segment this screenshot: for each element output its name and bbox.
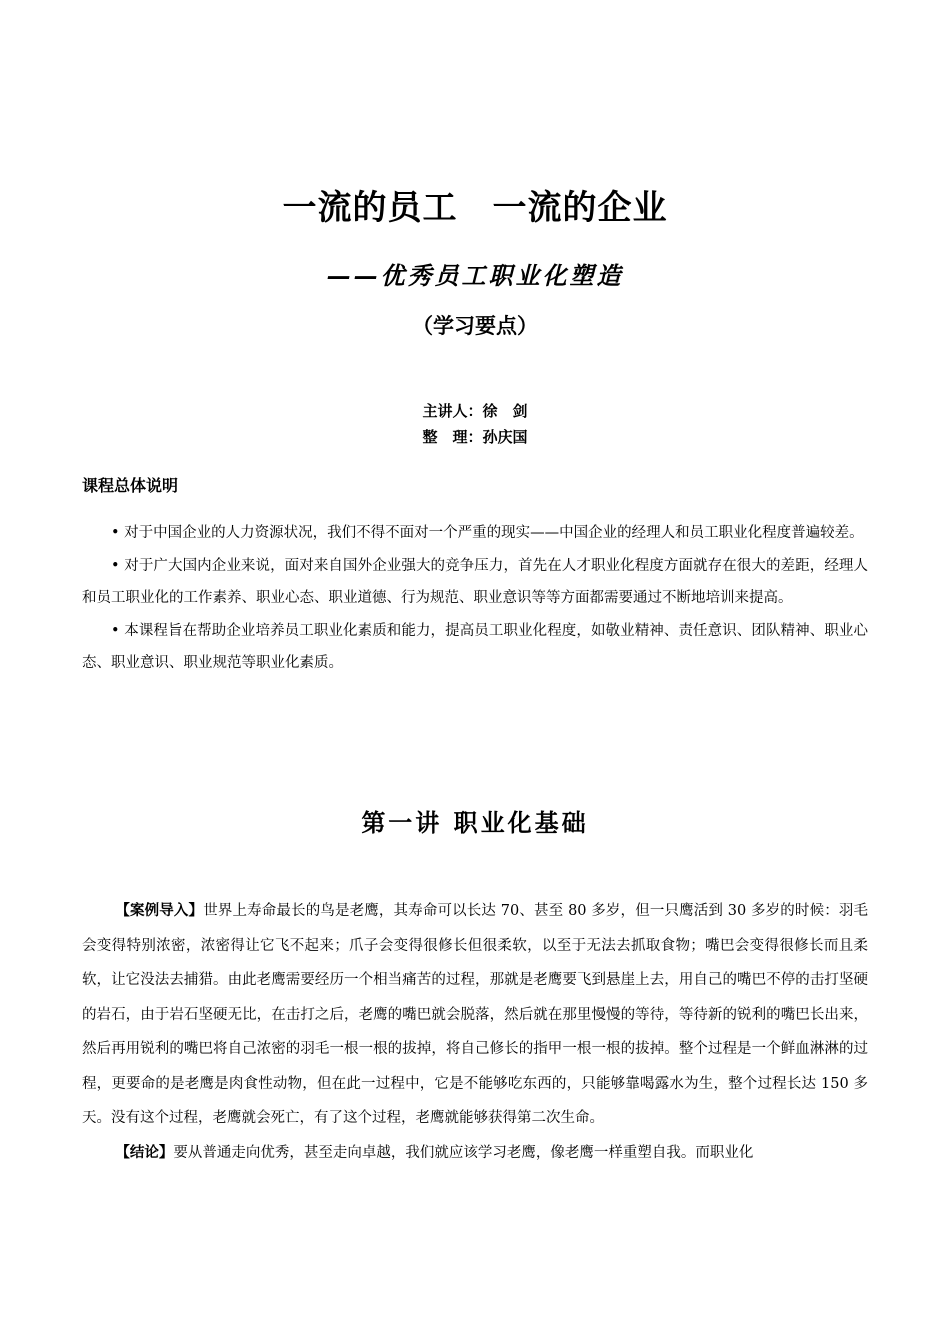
overview-heading: 课程总体说明	[82, 476, 179, 495]
editor-credit: 整 理：孙庆国	[422, 428, 528, 446]
study-note: （学习要点）	[412, 314, 538, 338]
conclusion-text: 要从普通走向优秀，甚至走向卓越，我们就应该学习老鹰，像老鹰一样重塑自我。而职业化	[173, 1144, 754, 1161]
conclusion-tag: 【结论】	[115, 1143, 174, 1161]
lecture-body	[82, 894, 868, 1170]
overview-body	[82, 517, 868, 680]
speaker-credit: 主讲人：徐 剑	[422, 402, 528, 420]
overview-paragraph: • 对于广大国内企业来说，面对来自国外企业强大的竞争压力，首先在人才职业化程度方面就存在很大的差距，经理人和员工职业化的工作素养、职业心态、职业道德、行为规范、职业意识等等方面都需要通过不断地培训来提高。	[82, 557, 868, 606]
overview-paragraph: • 本课程旨在帮助企业培养员工职业化素质和能力，提高员工职业化程度，如敬业精神、责任意识、团队精神、职业心态、职业意识、职业规范等职业化素质。	[82, 622, 868, 671]
case-paragraph	[82, 894, 868, 1136]
overview-paragraph: • 对于中国企业的人力资源状况，我们不得不面对一个严重的现实——中国企业的经理人和员工职业化程度普遍较差。	[111, 525, 864, 541]
document-subtitle: ——优秀员工职业化塑造	[326, 261, 624, 290]
document-title: 一流的员工 一流的企业	[282, 188, 668, 228]
conclusion-paragraph	[82, 1136, 868, 1171]
lecture-heading: 第一讲 职业化基础	[361, 808, 589, 837]
case-tag: 【案例导入】	[115, 902, 204, 919]
case-text: 世界上寿命最长的鸟是老鹰，其寿命可以长达 70、甚至 80 多岁，但一只鹰活到 30 多岁的时候：羽毛会变得特别浓密，浓密得让它飞不起来；爪子会变得很修长但很柔软，以至于无法去抓取食物；嘴巴会变得很修长而且柔软，让它没法去捕猎。由此老鹰需要经历一个相当痛苦的过程，那就是老鹰要飞到悬崖上去，用自己的嘴巴不停的击打坚硬的岩石，由于岩石坚硬无比，在击打之后，老鹰的嘴巴就会脱落，然后就在那里慢慢的等待，等待新的锐利的嘴巴长出来，然后再用锐利的嘴巴将自己浓密的羽毛一根一根的拔掉，将自己修长的指甲一根一根的拔掉。整个过程是一个鲜血淋淋的过程，更要命的是老鹰是肉食性动物，但在此一过程中，它是不能够吃东西的，只能够靠喝露水为生，整个过程长达 150 多天。没有这个过程，老鹰就会死亡，有了这个过程，老鹰就能够获得第二次生命。	[82, 903, 868, 1126]
